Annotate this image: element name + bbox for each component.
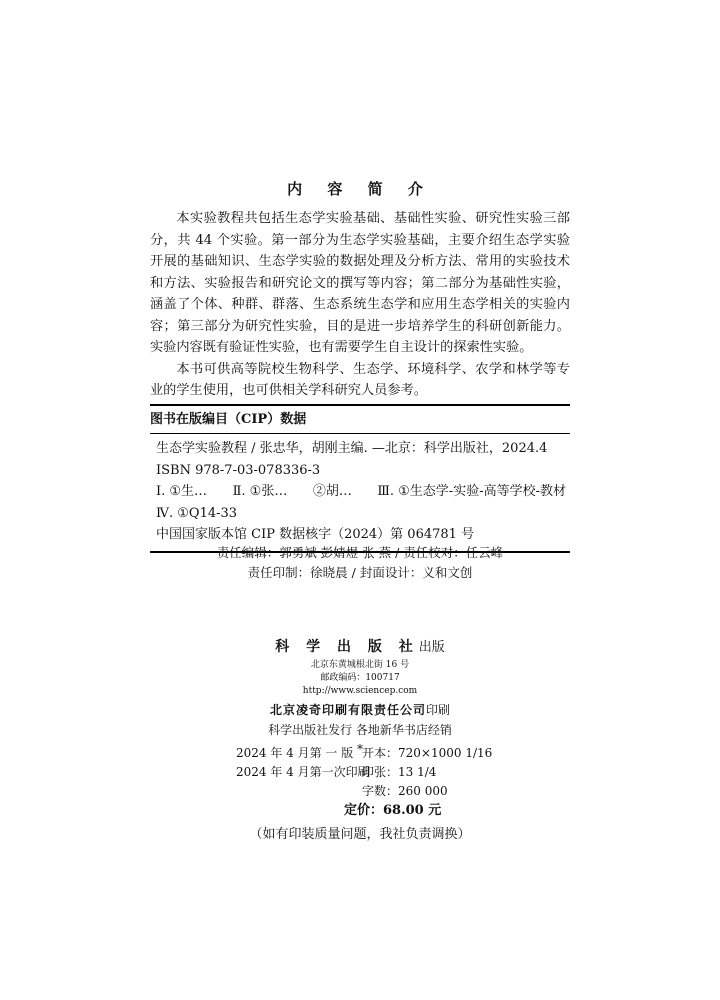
publisher-suffix: 出版 — [418, 640, 445, 655]
sheets: 印张：13 1/4 — [362, 765, 437, 779]
publisher-name: 科 学 出 版 社 — [275, 639, 419, 655]
cip-archive-number: 中国国家版本馆 CIP 数据核字（2024）第 064781 号 — [156, 527, 475, 542]
cip-data-box — [150, 404, 570, 553]
cip-classification — [150, 481, 570, 503]
intro-paragraph-1: 本实验教程共包括生态学实验基础、基础性实验、研究性实验三部分，共 44 个实验。第一部分为生态学实验基础，主要介绍生态学实验开展的基础知识、生态学实验的数据处理及分析方法、常用的实验技术和方法、实验报告和研究论文的撰写等内容；第二部分为基础性实验，涵盖了个体、种群、群落、生态系统生态学和应用生态学相关的实验内容；第三部分为研究性实验，目的是进一步培养学生的科研创新能力。实验内容既有验证性实验，也有需要学生自主设计的探索性实验。 — [150, 211, 570, 355]
cip-class-1: Ⅰ. ①生… — [156, 484, 208, 499]
cip-class-2: Ⅱ. ①张… — [232, 484, 288, 499]
intro-title: 内 容 简 介 — [287, 180, 433, 198]
printer-line — [150, 700, 570, 720]
cip-class-4: Ⅲ. ①生态学-实验-高等学校-教材 — [377, 484, 566, 499]
publication-info — [150, 636, 570, 758]
specs-row-1 — [236, 744, 493, 763]
separator-star: * — [357, 742, 363, 756]
specs-row-2 — [236, 763, 482, 782]
intro-text — [150, 208, 570, 402]
edition-specs — [236, 744, 493, 820]
edition: 2024 年 4 月第 一 版 — [236, 746, 354, 760]
price: 定价：68.00 元 — [344, 803, 442, 818]
word-count: 字数：260 000 — [362, 784, 448, 798]
printing: 2024 年 4 月第一次印刷 — [236, 765, 370, 779]
cip-record: 生态学实验教程 / 张忠华，胡刚主编. —北京：科学出版社，2024.4 — [156, 441, 548, 456]
cip-isbn: ISBN 978-7-03-078336-3 — [156, 462, 321, 478]
quality-notice: （如有印装质量问题，我社负责调换） — [249, 827, 471, 842]
publisher-website: http://www.sciencep.com — [302, 686, 418, 696]
cip-class-5: Ⅳ. ①Q14-33 — [156, 505, 238, 521]
cip-heading: 图书在版编目（CIP）数据 — [150, 409, 570, 434]
credits-line-2: 责任印制：徐晓晨 / 封面设计：义和文创 — [247, 565, 473, 580]
credits-line-1: 责任编辑：郭勇斌 彭婧煜 张 燕 / 责任校对：任云峰 — [216, 545, 504, 560]
publisher-address: 北京东黄城根北街 16 号 — [310, 660, 410, 670]
intro-paragraph-2: 本书可供高等院校生物科学、生态学、环境科学、农学和林学等专业的学生使用，也可供相关学科研究人员参考。 — [150, 361, 570, 398]
distribution: 科学出版社发行 各地新华书店经销 — [268, 723, 452, 737]
printer-suffix: 印刷 — [426, 703, 451, 717]
cip-class-3: ②胡… — [312, 484, 352, 499]
format: 开本：720×1000 1/16 — [362, 746, 493, 760]
publisher-line — [150, 636, 570, 659]
printer-name: 北京凌奇印刷有限责任公司 — [269, 703, 426, 717]
credits — [150, 543, 570, 583]
publisher-postcode: 邮政编码：100717 — [320, 673, 400, 683]
